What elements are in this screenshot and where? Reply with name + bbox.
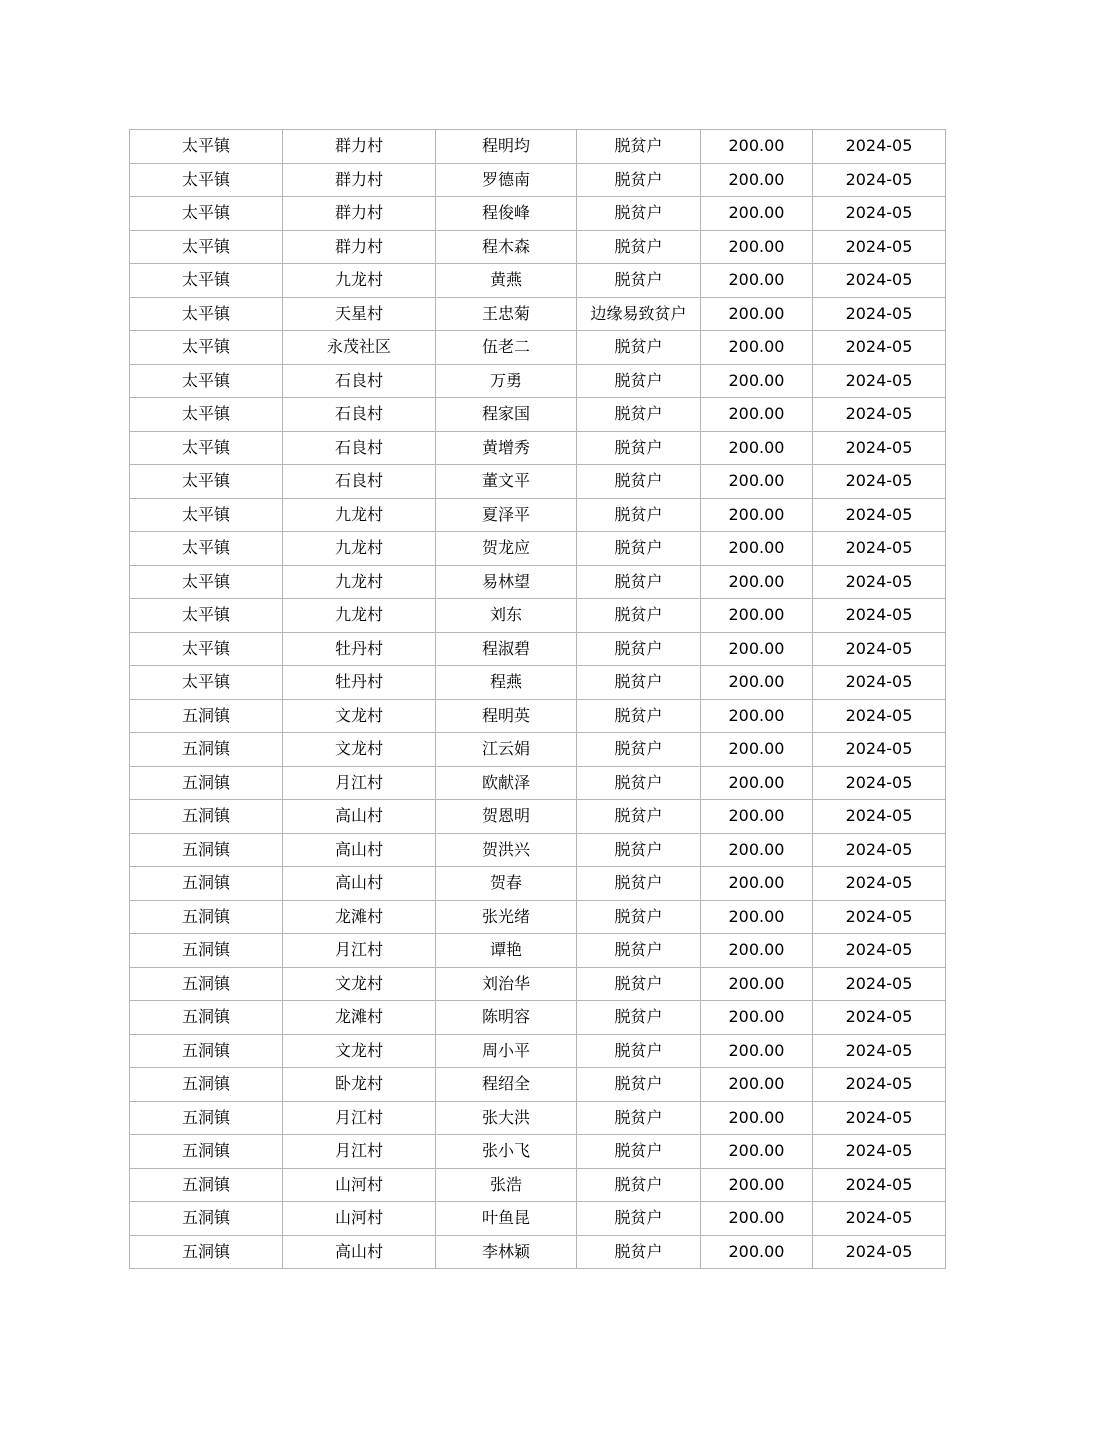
- household-type-cell: 脱贫户: [577, 1101, 701, 1135]
- village-cell: 龙滩村: [283, 1001, 436, 1035]
- name-cell: 贺龙应: [436, 532, 577, 566]
- month-cell: 2024-05: [813, 733, 946, 767]
- table-row: [130, 1168, 946, 1202]
- month-cell: 2024-05: [813, 867, 946, 901]
- table-row: [130, 733, 946, 767]
- month-cell: 2024-05: [813, 565, 946, 599]
- village-cell: 群力村: [283, 130, 436, 164]
- household-type-cell: 脱贫户: [577, 733, 701, 767]
- amount-cell: 200.00: [701, 733, 813, 767]
- household-type-cell: 脱贫户: [577, 599, 701, 633]
- household-type-cell: 脱贫户: [577, 565, 701, 599]
- town-cell: 太平镇: [130, 163, 283, 197]
- amount-cell: 200.00: [701, 364, 813, 398]
- name-cell: 万勇: [436, 364, 577, 398]
- village-cell: 文龙村: [283, 733, 436, 767]
- month-cell: 2024-05: [813, 532, 946, 566]
- village-cell: 石良村: [283, 364, 436, 398]
- amount-cell: 200.00: [701, 264, 813, 298]
- amount-cell: 200.00: [701, 230, 813, 264]
- village-cell: 文龙村: [283, 699, 436, 733]
- name-cell: 陈明容: [436, 1001, 577, 1035]
- town-cell: 五洞镇: [130, 833, 283, 867]
- household-type-cell: 脱贫户: [577, 1034, 701, 1068]
- month-cell: 2024-05: [813, 1235, 946, 1269]
- town-cell: 五洞镇: [130, 1235, 283, 1269]
- village-cell: 月江村: [283, 766, 436, 800]
- amount-cell: 200.00: [701, 1101, 813, 1135]
- name-cell: 黄燕: [436, 264, 577, 298]
- amount-cell: 200.00: [701, 867, 813, 901]
- town-cell: 太平镇: [130, 431, 283, 465]
- month-cell: 2024-05: [813, 666, 946, 700]
- village-cell: 群力村: [283, 230, 436, 264]
- name-cell: 黄增秀: [436, 431, 577, 465]
- name-cell: 张小飞: [436, 1135, 577, 1169]
- month-cell: 2024-05: [813, 1001, 946, 1035]
- table-row: [130, 666, 946, 700]
- town-cell: 太平镇: [130, 130, 283, 164]
- name-cell: 谭艳: [436, 934, 577, 968]
- month-cell: 2024-05: [813, 800, 946, 834]
- table-row: [130, 833, 946, 867]
- month-cell: 2024-05: [813, 766, 946, 800]
- table-row: [130, 1001, 946, 1035]
- name-cell: 程淑碧: [436, 632, 577, 666]
- household-type-cell: 脱贫户: [577, 398, 701, 432]
- table-row: [130, 800, 946, 834]
- amount-cell: 200.00: [701, 1202, 813, 1236]
- name-cell: 张大洪: [436, 1101, 577, 1135]
- town-cell: 太平镇: [130, 297, 283, 331]
- table-row: [130, 1235, 946, 1269]
- household-type-cell: 脱贫户: [577, 264, 701, 298]
- town-cell: 太平镇: [130, 264, 283, 298]
- table-row: [130, 498, 946, 532]
- village-cell: 山河村: [283, 1202, 436, 1236]
- town-cell: 五洞镇: [130, 1001, 283, 1035]
- name-cell: 程木森: [436, 230, 577, 264]
- village-cell: 九龙村: [283, 264, 436, 298]
- household-type-cell: 脱贫户: [577, 197, 701, 231]
- village-cell: 高山村: [283, 867, 436, 901]
- table-row: [130, 699, 946, 733]
- table-row: [130, 297, 946, 331]
- name-cell: 程明英: [436, 699, 577, 733]
- town-cell: 太平镇: [130, 599, 283, 633]
- town-cell: 五洞镇: [130, 1101, 283, 1135]
- table-row: [130, 1034, 946, 1068]
- amount-cell: 200.00: [701, 331, 813, 365]
- table-row: [130, 364, 946, 398]
- month-cell: 2024-05: [813, 833, 946, 867]
- town-cell: 五洞镇: [130, 1202, 283, 1236]
- table-row: [130, 197, 946, 231]
- table-row: [130, 130, 946, 164]
- household-type-cell: 脱贫户: [577, 766, 701, 800]
- name-cell: 刘东: [436, 599, 577, 633]
- town-cell: 五洞镇: [130, 766, 283, 800]
- household-type-cell: 脱贫户: [577, 632, 701, 666]
- name-cell: 程明均: [436, 130, 577, 164]
- village-cell: 群力村: [283, 197, 436, 231]
- household-type-cell: 脱贫户: [577, 967, 701, 1001]
- name-cell: 程俊峰: [436, 197, 577, 231]
- name-cell: 夏泽平: [436, 498, 577, 532]
- amount-cell: 200.00: [701, 967, 813, 1001]
- town-cell: 太平镇: [130, 532, 283, 566]
- amount-cell: 200.00: [701, 297, 813, 331]
- household-type-cell: 脱贫户: [577, 1068, 701, 1102]
- town-cell: 太平镇: [130, 364, 283, 398]
- town-cell: 太平镇: [130, 331, 283, 365]
- household-type-cell: 脱贫户: [577, 230, 701, 264]
- town-cell: 太平镇: [130, 565, 283, 599]
- month-cell: 2024-05: [813, 599, 946, 633]
- table-row: [130, 599, 946, 633]
- household-type-cell: 脱贫户: [577, 431, 701, 465]
- month-cell: 2024-05: [813, 431, 946, 465]
- table-row: [130, 532, 946, 566]
- town-cell: 太平镇: [130, 398, 283, 432]
- month-cell: 2024-05: [813, 364, 946, 398]
- village-cell: 文龙村: [283, 967, 436, 1001]
- month-cell: 2024-05: [813, 130, 946, 164]
- town-cell: 五洞镇: [130, 1034, 283, 1068]
- town-cell: 五洞镇: [130, 1168, 283, 1202]
- month-cell: 2024-05: [813, 230, 946, 264]
- name-cell: 程绍全: [436, 1068, 577, 1102]
- household-type-cell: 脱贫户: [577, 130, 701, 164]
- amount-cell: 200.00: [701, 900, 813, 934]
- household-type-cell: 脱贫户: [577, 465, 701, 499]
- name-cell: 伍老二: [436, 331, 577, 365]
- town-cell: 太平镇: [130, 666, 283, 700]
- village-cell: 月江村: [283, 934, 436, 968]
- town-cell: 太平镇: [130, 632, 283, 666]
- month-cell: 2024-05: [813, 1135, 946, 1169]
- household-type-cell: 脱贫户: [577, 1235, 701, 1269]
- name-cell: 江云娟: [436, 733, 577, 767]
- amount-cell: 200.00: [701, 1135, 813, 1169]
- village-cell: 九龙村: [283, 532, 436, 566]
- town-cell: 五洞镇: [130, 967, 283, 1001]
- table-row: [130, 1135, 946, 1169]
- table-row: [130, 331, 946, 365]
- name-cell: 贺恩明: [436, 800, 577, 834]
- household-type-cell: 脱贫户: [577, 800, 701, 834]
- name-cell: 欧献泽: [436, 766, 577, 800]
- table-row: [130, 1101, 946, 1135]
- amount-cell: 200.00: [701, 532, 813, 566]
- town-cell: 五洞镇: [130, 1135, 283, 1169]
- household-type-cell: 边缘易致贫户: [577, 297, 701, 331]
- village-cell: 山河村: [283, 1168, 436, 1202]
- name-cell: 贺洪兴: [436, 833, 577, 867]
- month-cell: 2024-05: [813, 1202, 946, 1236]
- amount-cell: 200.00: [701, 666, 813, 700]
- table-row: [130, 934, 946, 968]
- amount-cell: 200.00: [701, 934, 813, 968]
- table-row: [130, 766, 946, 800]
- village-cell: 龙滩村: [283, 900, 436, 934]
- town-cell: 太平镇: [130, 465, 283, 499]
- household-type-cell: 脱贫户: [577, 867, 701, 901]
- household-type-cell: 脱贫户: [577, 1001, 701, 1035]
- village-cell: 高山村: [283, 1235, 436, 1269]
- name-cell: 程家国: [436, 398, 577, 432]
- month-cell: 2024-05: [813, 934, 946, 968]
- month-cell: 2024-05: [813, 1168, 946, 1202]
- month-cell: 2024-05: [813, 900, 946, 934]
- month-cell: 2024-05: [813, 197, 946, 231]
- village-cell: 牡丹村: [283, 632, 436, 666]
- name-cell: 贺春: [436, 867, 577, 901]
- household-type-cell: 脱贫户: [577, 666, 701, 700]
- village-cell: 石良村: [283, 431, 436, 465]
- table-row: [130, 230, 946, 264]
- village-cell: 石良村: [283, 398, 436, 432]
- household-type-cell: 脱贫户: [577, 331, 701, 365]
- name-cell: 易林望: [436, 565, 577, 599]
- month-cell: 2024-05: [813, 163, 946, 197]
- table-row: [130, 900, 946, 934]
- month-cell: 2024-05: [813, 967, 946, 1001]
- name-cell: 刘治华: [436, 967, 577, 1001]
- month-cell: 2024-05: [813, 297, 946, 331]
- table-row: [130, 465, 946, 499]
- town-cell: 五洞镇: [130, 699, 283, 733]
- table-row: [130, 1068, 946, 1102]
- village-cell: 九龙村: [283, 599, 436, 633]
- table-row: [130, 398, 946, 432]
- household-type-cell: 脱贫户: [577, 498, 701, 532]
- amount-cell: 200.00: [701, 398, 813, 432]
- amount-cell: 200.00: [701, 498, 813, 532]
- name-cell: 王忠菊: [436, 297, 577, 331]
- amount-cell: 200.00: [701, 130, 813, 164]
- town-cell: 五洞镇: [130, 733, 283, 767]
- amount-cell: 200.00: [701, 1168, 813, 1202]
- table-row: [130, 565, 946, 599]
- amount-cell: 200.00: [701, 766, 813, 800]
- subsidy-roster-table: [129, 129, 946, 1269]
- month-cell: 2024-05: [813, 632, 946, 666]
- village-cell: 石良村: [283, 465, 436, 499]
- amount-cell: 200.00: [701, 197, 813, 231]
- month-cell: 2024-05: [813, 398, 946, 432]
- household-type-cell: 脱贫户: [577, 1168, 701, 1202]
- name-cell: 李林颖: [436, 1235, 577, 1269]
- town-cell: 五洞镇: [130, 900, 283, 934]
- name-cell: 叶鱼昆: [436, 1202, 577, 1236]
- amount-cell: 200.00: [701, 1034, 813, 1068]
- household-type-cell: 脱贫户: [577, 900, 701, 934]
- month-cell: 2024-05: [813, 331, 946, 365]
- month-cell: 2024-05: [813, 1068, 946, 1102]
- household-type-cell: 脱贫户: [577, 1202, 701, 1236]
- table-row: [130, 632, 946, 666]
- household-type-cell: 脱贫户: [577, 532, 701, 566]
- name-cell: 张光绪: [436, 900, 577, 934]
- table-row: [130, 967, 946, 1001]
- amount-cell: 200.00: [701, 800, 813, 834]
- household-type-cell: 脱贫户: [577, 699, 701, 733]
- village-cell: 文龙村: [283, 1034, 436, 1068]
- village-cell: 牡丹村: [283, 666, 436, 700]
- roster-table-body: [130, 130, 946, 1269]
- town-cell: 五洞镇: [130, 1068, 283, 1102]
- month-cell: 2024-05: [813, 264, 946, 298]
- town-cell: 五洞镇: [130, 800, 283, 834]
- name-cell: 张浩: [436, 1168, 577, 1202]
- town-cell: 五洞镇: [130, 934, 283, 968]
- month-cell: 2024-05: [813, 1034, 946, 1068]
- village-cell: 天星村: [283, 297, 436, 331]
- amount-cell: 200.00: [701, 1068, 813, 1102]
- household-type-cell: 脱贫户: [577, 934, 701, 968]
- month-cell: 2024-05: [813, 699, 946, 733]
- village-cell: 高山村: [283, 800, 436, 834]
- village-cell: 群力村: [283, 163, 436, 197]
- table-row: [130, 1202, 946, 1236]
- village-cell: 卧龙村: [283, 1068, 436, 1102]
- town-cell: 五洞镇: [130, 867, 283, 901]
- village-cell: 月江村: [283, 1101, 436, 1135]
- month-cell: 2024-05: [813, 498, 946, 532]
- month-cell: 2024-05: [813, 465, 946, 499]
- name-cell: 罗德南: [436, 163, 577, 197]
- household-type-cell: 脱贫户: [577, 833, 701, 867]
- name-cell: 程燕: [436, 666, 577, 700]
- amount-cell: 200.00: [701, 599, 813, 633]
- amount-cell: 200.00: [701, 565, 813, 599]
- village-cell: 九龙村: [283, 498, 436, 532]
- amount-cell: 200.00: [701, 699, 813, 733]
- amount-cell: 200.00: [701, 632, 813, 666]
- name-cell: 周小平: [436, 1034, 577, 1068]
- table-row: [130, 867, 946, 901]
- table-row: [130, 163, 946, 197]
- table-row: [130, 264, 946, 298]
- amount-cell: 200.00: [701, 431, 813, 465]
- village-cell: 永茂社区: [283, 331, 436, 365]
- town-cell: 太平镇: [130, 230, 283, 264]
- village-cell: 高山村: [283, 833, 436, 867]
- amount-cell: 200.00: [701, 163, 813, 197]
- name-cell: 董文平: [436, 465, 577, 499]
- amount-cell: 200.00: [701, 1001, 813, 1035]
- household-type-cell: 脱贫户: [577, 163, 701, 197]
- town-cell: 太平镇: [130, 498, 283, 532]
- month-cell: 2024-05: [813, 1101, 946, 1135]
- household-type-cell: 脱贫户: [577, 364, 701, 398]
- table-row: [130, 431, 946, 465]
- amount-cell: 200.00: [701, 1235, 813, 1269]
- town-cell: 太平镇: [130, 197, 283, 231]
- amount-cell: 200.00: [701, 833, 813, 867]
- village-cell: 月江村: [283, 1135, 436, 1169]
- amount-cell: 200.00: [701, 465, 813, 499]
- household-type-cell: 脱贫户: [577, 1135, 701, 1169]
- village-cell: 九龙村: [283, 565, 436, 599]
